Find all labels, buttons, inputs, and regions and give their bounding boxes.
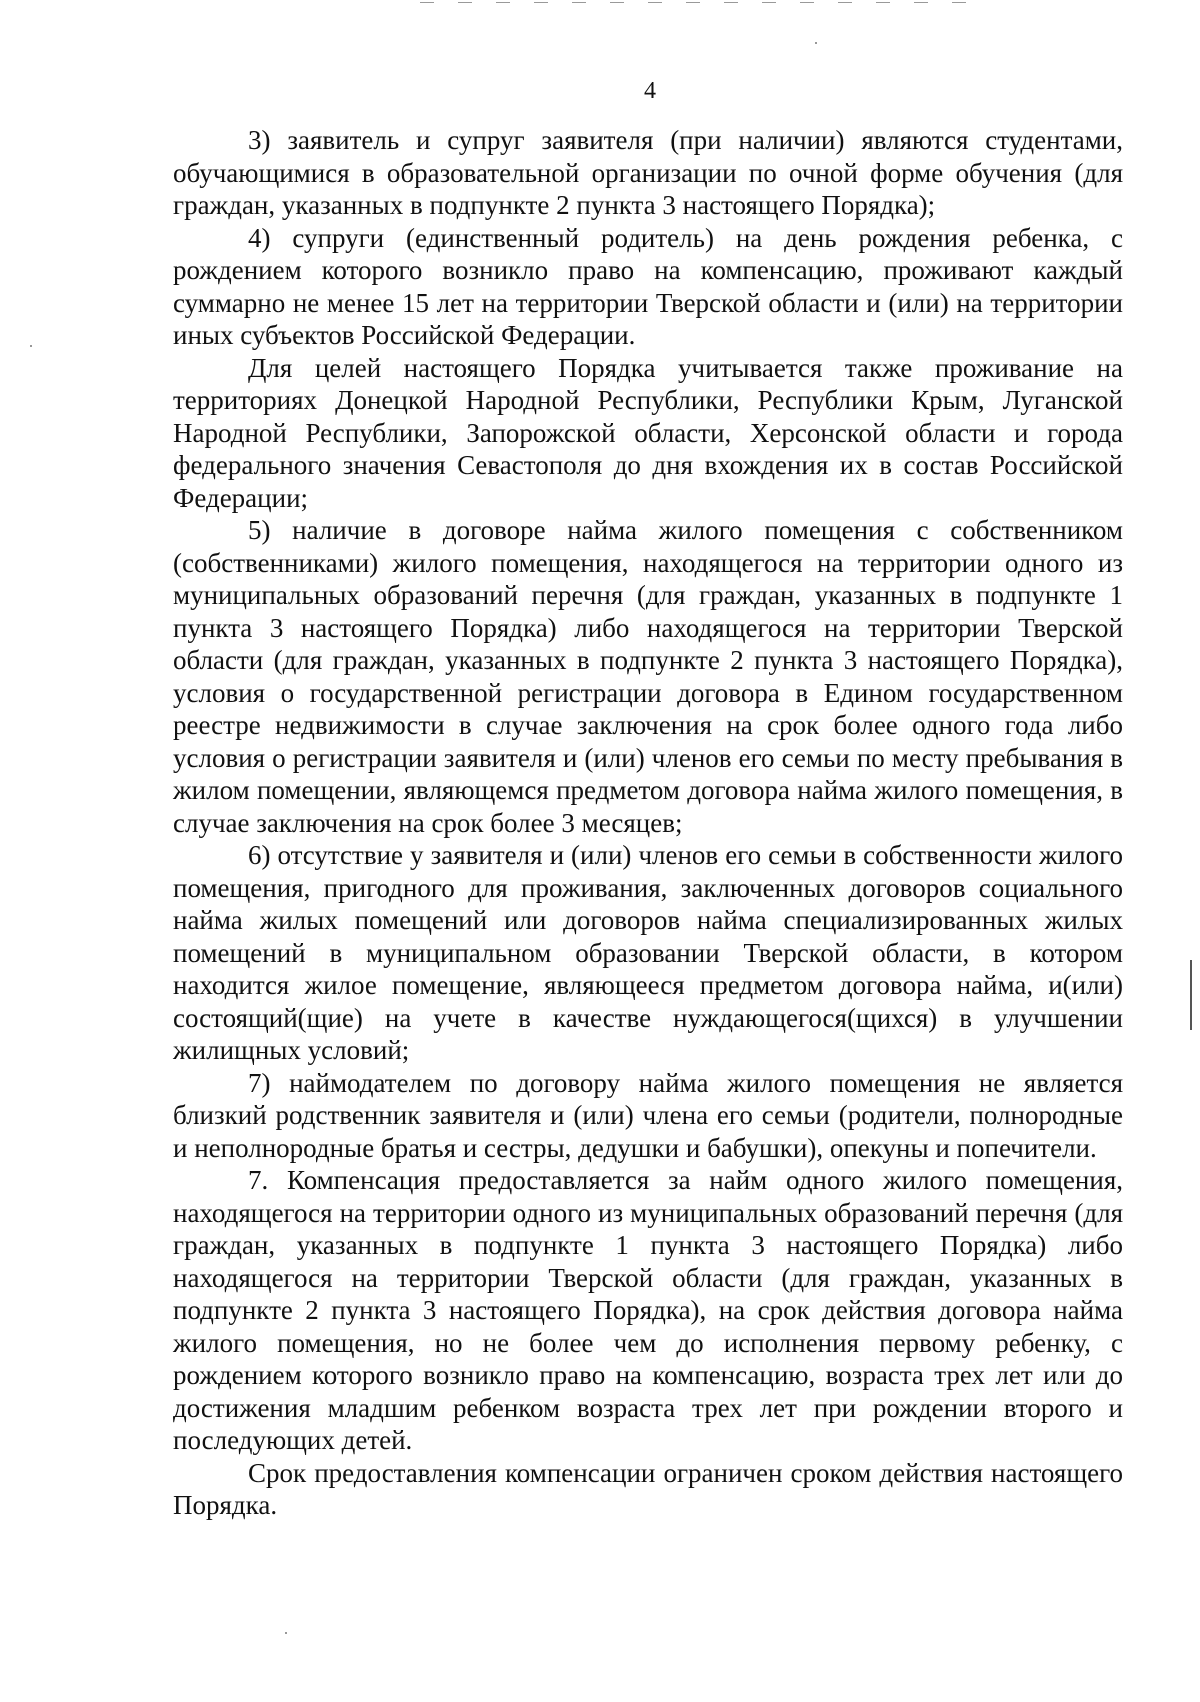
paragraph-residence-note: Для целей настоящего Порядка учитывается также проживание на территориях Донецкой Народной Республики, Республики Крым, Луганской Народной Республики, Запорожской области, Херсонской области и города федерального значения Севастополя до дня вхождения их в состав Российской Федерации; — [173, 352, 1123, 513]
paragraph-item-6: 6) отсутствие у заявителя и (или) членов его семьи в собственности жилого помещения, пригодного для проживания, заключенных договоров социального найма жилых помещений или договоров найма специализированных жилых помещений в муниципальном образовании Тверской области, в котором находится жилое помещение, являющееся предметом договора найма, и(или) состоящий(щие) на учете в качестве нуждающегося(щихся) в улучшении жилищных условий; — [173, 840, 1123, 1065]
document-body — [173, 124, 1123, 1522]
paragraph-item-4: 4) супруги (единственный родитель) на день рождения ребенка, с рождением которого возникло право на компенсацию, проживают каждый суммарно не менее 15 лет на территории Тверской области и (или) на территории иных субъектов Российской Федерации. — [173, 222, 1123, 350]
scan-artifact-right-edge — [1190, 960, 1192, 1030]
paragraph-item-5: 5) наличие в договоре найма жилого помещения с собственником (собственниками) жилого помещения, находящегося на территории одного из муниципальных образований перечня (для граждан, указанных в подпункте 1 пункта 3 настоящего Порядка) либо находящегося на территории Тверской области (для граждан, указанных в подпункте 2 пункта 3 настоящего Порядка), условия о государственной регистрации договора в Едином государственном реестре недвижимости в случае заключения на срок более одного года либо условия о регистрации заявителя и (или) членов его семьи по месту пребывания в жилом помещении, являющемся предметом договора найма жилого помещения, в случае заключения на срок более 3 месяцев; — [173, 515, 1123, 838]
scan-artifact-dot — [30, 345, 32, 347]
paragraph-item-7: 7) наймодателем по договору найма жилого помещения не является близкий родственник заявителя и (или) члена его семьи (родители, полнородные и неполнородные братья и сестры, дедушки и бабушки), опекуны и попечители. — [173, 1067, 1123, 1163]
paragraph-term-limit: Срок предоставления компенсации ограничен сроком действия настоящего Порядка. — [173, 1457, 1123, 1520]
page-number: 4 — [644, 78, 656, 104]
paragraph-item-3: 3) заявитель и супруг заявителя (при наличии) являются студентами, обучающимися в образовательной организации по очной форме обучения (для граждан, указанных в подпункте 2 пункта 3 настоящего Порядка); — [173, 125, 1123, 220]
paragraph-section-7: 7. Компенсация предоставляется за найм одного жилого помещения, находящегося на территории одного из муниципальных образований перечня (для граждан, указанных в подпункте 1 пункта 3 настоящего Порядка) либо находящегося на территории Тверской области (для граждан, указанных в подпункте 2 пункта 3 настоящего Порядка), на срок действия договора найма жилого помещения, но не более чем до исполнения первому ребенку, с рождением которого возникло право на компенсацию, возраста трех лет или до достижения младшим ребенком возраста трех лет при рождении второго и последующих детей. — [173, 1165, 1123, 1455]
scan-artifact-top-edge — [420, 2, 980, 3]
scan-artifact-dot — [285, 1632, 287, 1634]
scan-artifact-dot — [815, 42, 817, 44]
